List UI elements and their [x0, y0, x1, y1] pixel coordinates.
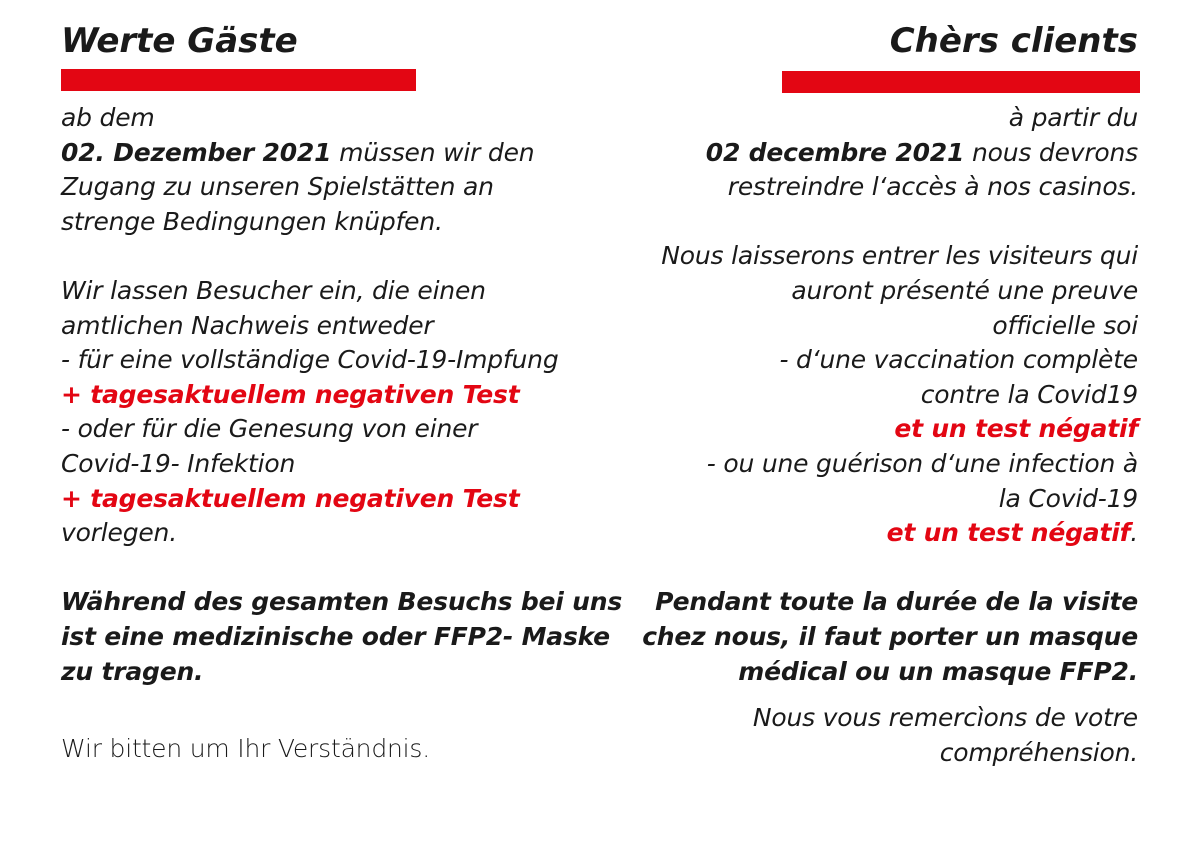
german-p2-line2: amtlichen Nachweis entweder	[61, 310, 434, 340]
french-intro-line2	[642, 136, 1138, 171]
german-red-bar	[61, 69, 416, 91]
german-spacer	[61, 689, 622, 724]
french-p2-line9-end: .	[1130, 518, 1138, 548]
french-p2-line9	[642, 516, 1138, 551]
french-intro-line3: restreindre l‘accès à nos casinos.	[727, 172, 1138, 202]
german-p2-line5: - oder für die Genesung von einer	[61, 414, 478, 444]
french-p2-line9-red: et un test négatif	[886, 518, 1131, 548]
french-thanks-line2: compréhension.	[939, 737, 1138, 767]
french-intro-line1: à partir du	[1008, 103, 1138, 132]
german-intro-line2	[61, 136, 622, 171]
german-heading: Werte Gäste	[61, 21, 298, 61]
german-mask-line3: zu tragen.	[61, 656, 204, 686]
french-p2-line7: - ou une guérison d‘une infection à	[706, 448, 1138, 478]
german-mask-line2: ist eine medizinische oder FFP2- Maske	[61, 621, 610, 651]
french-p2-line5: contre la Covid19	[920, 379, 1138, 409]
french-p2-line3: officielle soi	[992, 310, 1138, 340]
french-red-bar	[782, 71, 1140, 93]
french-mask-line2: chez nous, il faut porter un masque	[642, 621, 1138, 651]
german-spacer	[61, 551, 622, 586]
german-intro-line1: ab dem	[61, 103, 155, 132]
french-p2-line4: - d‘une vaccination complète	[779, 345, 1138, 375]
french-intro-line2-rest: nous devrons	[964, 137, 1138, 167]
french-p2-line8: la Covid-19	[998, 483, 1138, 513]
french-spacer	[642, 551, 1138, 586]
german-p2-line8: vorlegen.	[61, 518, 177, 548]
german-date: 02. Dezember 2021	[61, 137, 332, 167]
french-mask-line1: Pendant toute la durée de la visite	[655, 587, 1138, 617]
german-spacer	[61, 239, 622, 274]
french-body	[642, 101, 1138, 770]
german-p2-line7: + tagesaktuellem negativen Test	[61, 483, 520, 513]
french-mask-line3: médical ou un masque FFP2.	[738, 656, 1138, 686]
french-date: 02 decembre 2021	[705, 137, 965, 167]
french-spacer	[642, 689, 1138, 701]
german-p2-line4: + tagesaktuellem negativen Test	[61, 379, 520, 409]
french-heading: Chèrs clients	[889, 21, 1138, 61]
french-spacer	[642, 205, 1138, 240]
german-intro-line3: Zugang zu unseren Spielstätten an	[61, 172, 494, 202]
german-intro-line4: strenge Bedingungen knüpfen.	[61, 206, 443, 236]
french-p2-line1: Nous laisserons entrer les visiteurs qui	[661, 241, 1138, 271]
german-p2-line3: - für eine vollständige Covid-19-Impfung	[61, 345, 559, 375]
german-intro-line2-rest: müssen wir den	[331, 137, 535, 167]
french-p2-line2: auront présenté une preuve	[791, 275, 1138, 305]
german-thanks: Wir bitten um Ihr Verständnis.	[61, 733, 430, 763]
french-thanks-line1: Nous vous remercìons de votre	[752, 703, 1138, 733]
german-mask-line1: Während des gesamten Besuchs bei uns	[61, 587, 623, 617]
german-body	[61, 101, 622, 766]
german-p2-line1: Wir lassen Besucher ein, die einen	[61, 275, 486, 305]
french-p2-line6: et un test négatif	[894, 414, 1138, 444]
german-p2-line6: Covid-19- Infektion	[61, 448, 296, 478]
